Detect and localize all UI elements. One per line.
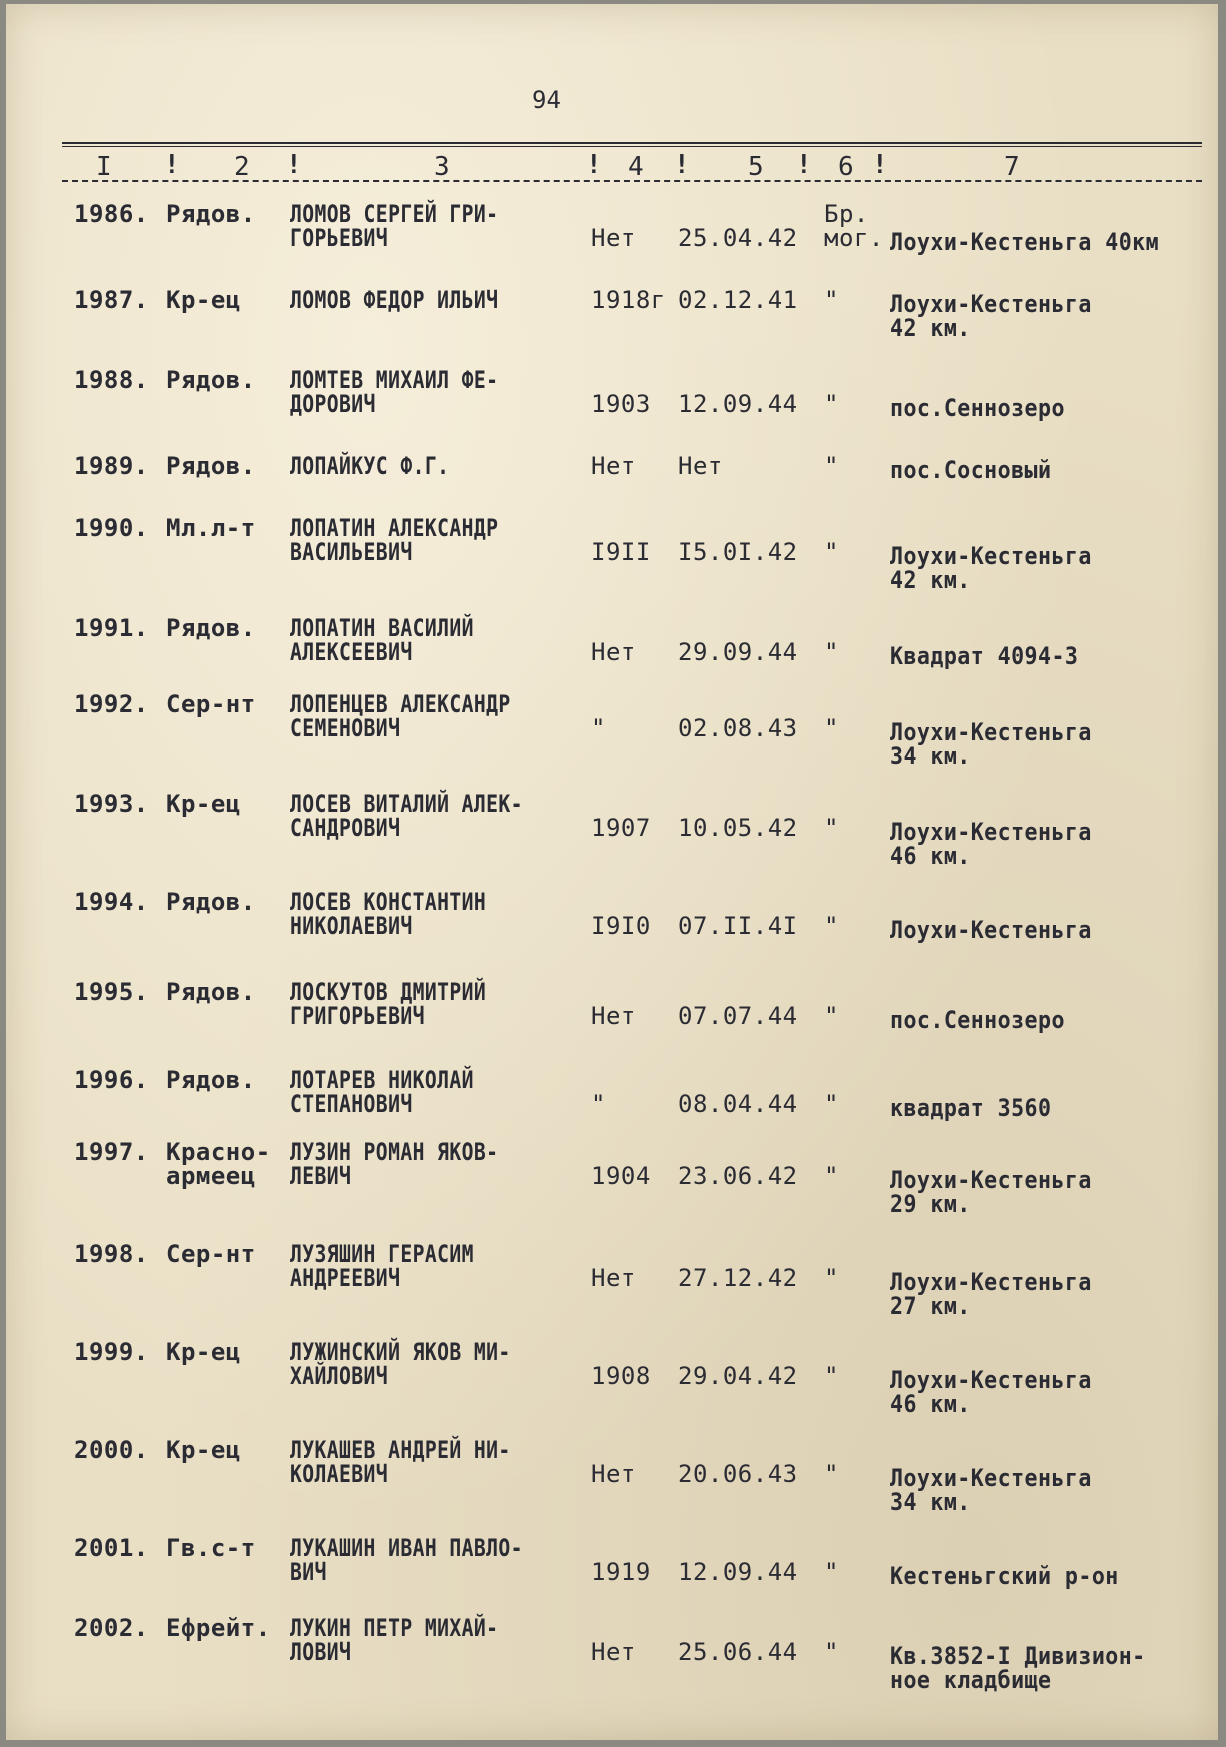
- record-grave-type: ": [824, 1362, 839, 1390]
- record-name: СЕМЕНОВИЧ: [290, 714, 401, 742]
- column-separator: !: [286, 150, 302, 180]
- record-rank: Мл.л-т: [166, 514, 256, 542]
- record-name: ЛОМОВ СЕРГЕЙ ГРИ-: [290, 200, 499, 228]
- record-birth-year: ": [591, 1090, 606, 1118]
- column-header-4: 4: [628, 152, 645, 182]
- record-grave-type: ": [824, 1264, 839, 1292]
- record-death-date: 27.12.42: [678, 1264, 798, 1292]
- record-number: 1986.: [74, 200, 149, 228]
- record-number: 1997.: [74, 1138, 149, 1166]
- record-death-date: 08.04.44: [678, 1090, 798, 1118]
- record-birth-year: 1904: [591, 1162, 651, 1190]
- record-birth-year: ": [591, 714, 606, 742]
- record-birth-year: 1907: [591, 814, 651, 842]
- record-death-date: 02.12.41: [678, 286, 798, 314]
- record-name: ЛОСКУТОВ ДМИТРИЙ: [290, 978, 487, 1006]
- record-burial-place: 46 км.: [890, 1390, 971, 1418]
- record-name: ЛОМТЕВ МИХАИЛ ФЕ-: [290, 366, 499, 394]
- record-number: 1989.: [74, 452, 149, 480]
- record-burial-place: Лоухи-Кестеньга: [890, 542, 1092, 570]
- record-name: СТЕПАНОВИЧ: [290, 1090, 413, 1118]
- record-death-date: 12.09.44: [678, 1558, 798, 1586]
- record-grave-type: ": [824, 1162, 839, 1190]
- record-name: ГРИГОРЬЕВИЧ: [290, 1002, 425, 1030]
- record-grave-type: ": [824, 286, 839, 314]
- record-name: ЛУКАШИН ИВАН ПАВЛО-: [290, 1534, 523, 1562]
- record-burial-place: 29 км.: [890, 1190, 971, 1218]
- record-grave-type: ": [824, 814, 839, 842]
- header-top-rule-2: [62, 146, 1202, 147]
- record-name: ЛУЗИН РОМАН ЯКОВ-: [290, 1138, 499, 1166]
- record-death-date: 25.06.44: [678, 1638, 798, 1666]
- record-burial-place: пос.Сеннозеро: [890, 394, 1065, 422]
- header-top-rule: [62, 142, 1202, 144]
- record-name: ЛОПАТИН ВАСИЛИЙ: [290, 614, 474, 642]
- record-birth-year: I9I0: [591, 912, 651, 940]
- record-number: 1993.: [74, 790, 149, 818]
- record-name: САНДРОВИЧ: [290, 814, 401, 842]
- page-number: 94: [532, 86, 561, 114]
- archive-page: [6, 4, 1218, 1740]
- record-birth-year: Нет: [591, 638, 636, 666]
- record-burial-place: 34 км.: [890, 1488, 971, 1516]
- record-grave-type: мог.: [824, 224, 884, 252]
- record-name: АНДРЕЕВИЧ: [290, 1264, 401, 1292]
- record-name: ЛОВИЧ: [290, 1638, 352, 1666]
- record-name: ГОРЬЕВИЧ: [290, 224, 389, 252]
- record-name: КОЛАЕВИЧ: [290, 1460, 389, 1488]
- record-name: ЛОПЕНЦЕВ АЛЕКСАНДР: [290, 690, 511, 718]
- record-death-date: 25.04.42: [678, 224, 798, 252]
- column-separator: !: [674, 150, 690, 180]
- record-burial-place: Квадрат 4094-3: [890, 642, 1079, 670]
- record-name: ЛОСЕВ ВИТАЛИЙ АЛЕК-: [290, 790, 523, 818]
- record-rank: Рядов.: [166, 1066, 256, 1094]
- record-number: 2002.: [74, 1614, 149, 1642]
- record-burial-place: пос.Сосновый: [890, 456, 1052, 484]
- record-rank: армеец: [166, 1162, 256, 1190]
- record-death-date: 12.09.44: [678, 390, 798, 418]
- record-grave-type: ": [824, 1002, 839, 1030]
- column-separator: !: [872, 150, 888, 180]
- record-name: ЛОСЕВ КОНСТАНТИН: [290, 888, 487, 916]
- column-header-3: 3: [434, 152, 451, 182]
- record-grave-type: ": [824, 1638, 839, 1666]
- record-death-date: 29.09.44: [678, 638, 798, 666]
- record-burial-place: квадрат 3560: [890, 1094, 1052, 1122]
- record-grave-type: ": [824, 714, 839, 742]
- record-rank: Рядов.: [166, 978, 256, 1006]
- record-birth-year: Нет: [591, 1460, 636, 1488]
- record-death-date: 10.05.42: [678, 814, 798, 842]
- record-birth-year: Нет: [591, 1638, 636, 1666]
- record-burial-place: ное кладбище: [890, 1666, 1052, 1694]
- record-burial-place: Лоухи-Кестеньга: [890, 818, 1092, 846]
- record-name: ЛОПАЙКУС Ф.Г.: [290, 452, 450, 480]
- record-name: ЛУЖИНСКИЙ ЯКОВ МИ-: [290, 1338, 511, 1366]
- record-name: АЛЕКСЕЕВИЧ: [290, 638, 413, 666]
- record-birth-year: Нет: [591, 1002, 636, 1030]
- column-separator: !: [796, 150, 812, 180]
- record-grave-type: ": [824, 538, 839, 566]
- record-rank: Кр-ец: [166, 790, 241, 818]
- record-burial-place: Лоухи-Кестеньга 40км: [890, 228, 1160, 256]
- record-burial-place: Лоухи-Кестеньга: [890, 1464, 1092, 1492]
- record-grave-type: ": [824, 1090, 839, 1118]
- record-rank: Рядов.: [166, 200, 256, 228]
- record-burial-place: Кв.3852-I Дивизион-: [890, 1642, 1146, 1670]
- record-burial-place: Лоухи-Кестеньга: [890, 1268, 1092, 1296]
- record-death-date: 07.07.44: [678, 1002, 798, 1030]
- record-rank: Ефрейт.: [166, 1614, 271, 1642]
- record-rank: Сер-нт: [166, 1240, 256, 1268]
- record-name: ЛЕВИЧ: [290, 1162, 352, 1190]
- record-birth-year: 1903: [591, 390, 651, 418]
- record-grave-type: ": [824, 452, 839, 480]
- record-number: 1998.: [74, 1240, 149, 1268]
- record-birth-year: 1918г: [591, 286, 666, 314]
- record-number: 1994.: [74, 888, 149, 916]
- record-rank: Гв.с-т: [166, 1534, 256, 1562]
- record-name: ЛОМОВ ФЕДОР ИЛЬИЧ: [290, 286, 499, 314]
- record-burial-place: 34 км.: [890, 742, 971, 770]
- record-number: 1991.: [74, 614, 149, 642]
- record-name: ЛОТАРЕВ НИКОЛАЙ: [290, 1066, 474, 1094]
- record-grave-type: ": [824, 1460, 839, 1488]
- record-grave-type: ": [824, 1558, 839, 1586]
- record-rank: Рядов.: [166, 366, 256, 394]
- record-death-date: 02.08.43: [678, 714, 798, 742]
- record-name: ВАСИЛЬЕВИЧ: [290, 538, 413, 566]
- record-number: 2001.: [74, 1534, 149, 1562]
- record-burial-place: Кестеньгский р-он: [890, 1562, 1119, 1590]
- record-rank: Кр-ец: [166, 1338, 241, 1366]
- record-name: ЛУКИН ПЕТР МИХАЙ-: [290, 1614, 499, 1642]
- record-rank: Сер-нт: [166, 690, 256, 718]
- record-number: 1999.: [74, 1338, 149, 1366]
- record-grave-type: ": [824, 638, 839, 666]
- record-rank: Кр-ец: [166, 1436, 241, 1464]
- column-separator: !: [586, 150, 602, 180]
- record-birth-year: Нет: [591, 452, 636, 480]
- record-death-date: 29.04.42: [678, 1362, 798, 1390]
- column-separator: !: [164, 150, 180, 180]
- record-death-date: 20.06.43: [678, 1460, 798, 1488]
- record-name: ДОРОВИЧ: [290, 390, 376, 418]
- record-birth-year: Нет: [591, 224, 636, 252]
- record-name: ЛУЗЯШИН ГЕРАСИМ: [290, 1240, 474, 1268]
- record-birth-year: Нет: [591, 1264, 636, 1292]
- record-burial-place: Лоухи-Кестеньга: [890, 1166, 1092, 1194]
- record-burial-place: 27 км.: [890, 1292, 971, 1320]
- record-number: 1990.: [74, 514, 149, 542]
- record-death-date: 23.06.42: [678, 1162, 798, 1190]
- record-burial-place: 46 км.: [890, 842, 971, 870]
- record-birth-year: I9II: [591, 538, 651, 566]
- record-number: 1987.: [74, 286, 149, 314]
- column-header-5: 5: [748, 152, 765, 182]
- record-number: 1995.: [74, 978, 149, 1006]
- record-burial-place: пос.Сеннозеро: [890, 1006, 1065, 1034]
- record-number: 1996.: [74, 1066, 149, 1094]
- record-burial-place: Лоухи-Кестеньга: [890, 718, 1092, 746]
- record-rank: Кр-ец: [166, 286, 241, 314]
- column-header-7: 7: [1004, 152, 1021, 182]
- record-burial-place: 42 км.: [890, 566, 971, 594]
- record-grave-type: Бр.: [824, 200, 869, 228]
- record-number: 2000.: [74, 1436, 149, 1464]
- record-grave-type: ": [824, 912, 839, 940]
- record-name: ХАЙЛОВИЧ: [290, 1362, 389, 1390]
- record-rank: Красно-: [166, 1138, 271, 1166]
- record-burial-place: Лоухи-Кестеньга: [890, 1366, 1092, 1394]
- record-rank: Рядов.: [166, 452, 256, 480]
- record-number: 1988.: [74, 366, 149, 394]
- record-rank: Рядов.: [166, 888, 256, 916]
- record-number: 1992.: [74, 690, 149, 718]
- record-death-date: Нет: [678, 452, 723, 480]
- record-burial-place: 42 км.: [890, 314, 971, 342]
- record-name: ЛОПАТИН АЛЕКСАНДР: [290, 514, 499, 542]
- record-name: НИКОЛАЕВИЧ: [290, 912, 413, 940]
- record-burial-place: Лоухи-Кестеньга: [890, 916, 1092, 944]
- record-rank: Рядов.: [166, 614, 256, 642]
- record-birth-year: 1908: [591, 1362, 651, 1390]
- record-death-date: 07.II.4I: [678, 912, 798, 940]
- column-header-6: 6: [838, 152, 855, 182]
- record-name: ВИЧ: [290, 1558, 327, 1586]
- column-header-2: 2: [234, 152, 251, 182]
- record-name: ЛУКАШЕВ АНДРЕЙ НИ-: [290, 1436, 511, 1464]
- record-birth-year: 1919: [591, 1558, 651, 1586]
- record-death-date: I5.0I.42: [678, 538, 798, 566]
- column-header-1: I: [96, 152, 113, 182]
- record-burial-place: Лоухи-Кестеньга: [890, 290, 1092, 318]
- record-grave-type: ": [824, 390, 839, 418]
